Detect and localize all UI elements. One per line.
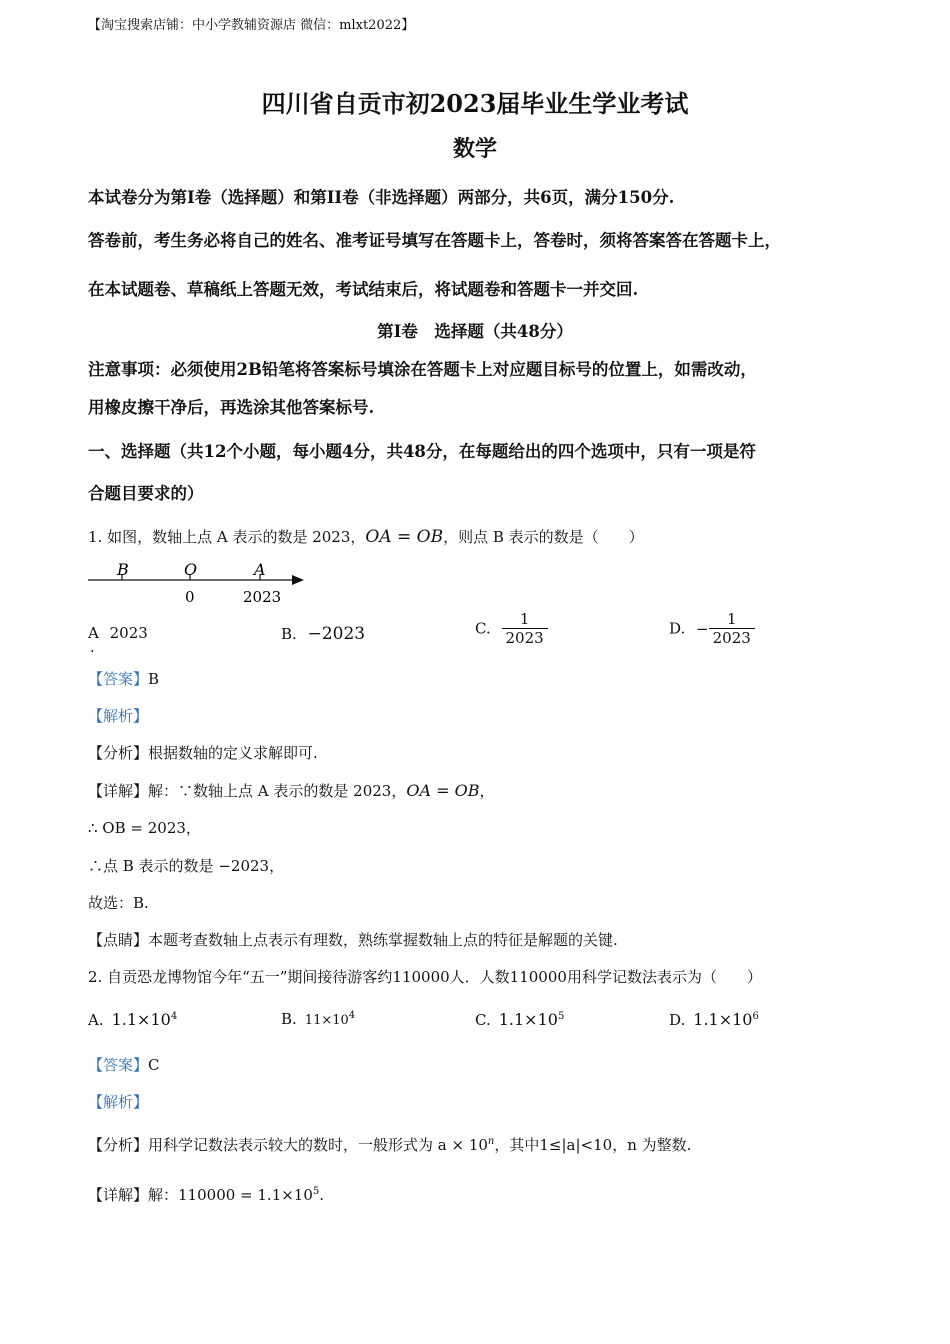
notice-line-1: 注意事项：必须使用2B铅笔将答案标号填涂在答题卡上对应题目标号的位置上，如需改动， (88, 360, 757, 379)
q1-analysis-tag: 【解析】 (88, 707, 149, 725)
q2-option-a: A. $1.1\times 10^4$ (88, 1010, 178, 1029)
value-label-2023: 2023 (243, 588, 282, 606)
point-label-b: B (117, 560, 129, 579)
q2-option-c: C. $1.1\times 10^5$ (475, 1010, 565, 1029)
q1-step-2: ∴点 B 表示的数是 −2023， (88, 857, 285, 875)
q1-answer: 【答案】B (88, 670, 160, 688)
point-label-o: O (184, 560, 198, 579)
q1-option-a-dot: . (90, 638, 95, 656)
intro-line-2: 答卷前，考生务必将自己的姓名、准考证号填写在答题卡上，答卷时，须将答案答在答题卡上， (88, 231, 781, 250)
number-line-figure (86, 558, 316, 608)
q2-xiangjie: 【详解】解：$110000 = 1.1\times 10^5$. (88, 1186, 325, 1204)
fraction-d: $\frac{1}{2023}$ (709, 610, 755, 647)
q1-option-d: D. − $\frac{1}{2023}$ (669, 610, 755, 647)
q2-option-d: D. $1.1\times 10^6$ (669, 1010, 759, 1029)
part1-line-2: 合题目要求的） (88, 484, 204, 503)
section-heading: 第I卷 选择题（共48分） (377, 322, 573, 341)
point-label-a: A (254, 560, 266, 579)
fraction-c: $\frac{1}{2023}$ (502, 610, 548, 647)
intro-line-3: 在本试题卷、草稿纸上答题无效，考试结束后，将试题卷和答题卡一并交回. (88, 280, 639, 299)
part1-line-1: 一、选择题（共12个小题，每小题4分，共48分，在每题给出的四个选项中，只有一项是符 (88, 442, 756, 461)
q2-answer: 【答案】C (88, 1056, 160, 1074)
q2-option-b: B. $11\times 10^4$ (281, 1010, 356, 1028)
exam-title: 四川省自贡市初2023届毕业生学业考试 (261, 89, 689, 118)
q1-fenxi: 【分析】根据数轴的定义求解即可. (88, 744, 318, 762)
q1-option-c: C. $\frac{1}{2023}$ (475, 610, 548, 647)
q1-option-b: B. −2023 (281, 624, 366, 644)
intro-line-1: 本试卷分为第I卷（选择题）和第II卷（非选择题）两部分，共6页，满分150分. (88, 188, 675, 207)
q1-dianjing: 【点睛】本题考查数轴上点表示有理数，熟练掌握数轴上点的特征是解题的关键. (88, 931, 618, 949)
q2-stem: 2. 自贡恐龙博物馆今年“五一”期间接待游客约110000人．人数110000用科学记数法表示为（ ） (88, 968, 762, 986)
number-line-arrow (292, 575, 304, 585)
value-label-0: 0 (185, 588, 195, 606)
subject-title: 数学 (452, 136, 497, 162)
q2-fenxi: 【分析】用科学记数法表示较大的数时，一般形式为 $a \times 10^n$，其中1≤|a|<10，n 为整数. (88, 1136, 692, 1154)
notice-line-2: 用橡皮擦干净后，再选涂其他答案标号. (88, 398, 375, 417)
q2-analysis-tag: 【解析】 (88, 1093, 149, 1111)
page-header-note: 【淘宝搜索店铺：中小学教辅资源店 微信：mlxt2022】 (88, 18, 415, 33)
q1-step-1: ∴ OB = 2023， (88, 819, 201, 837)
q1-xiangjie: 【详解】解：∵数轴上点 A 表示的数是 2023，OA = OB， (88, 781, 495, 800)
q1-choose: 故选：B. (88, 894, 149, 912)
q1-option-a: A 2023 (88, 624, 148, 642)
q1-stem: 1. 如图，数轴上点 A 表示的数是 2023，OA = OB，则点 B 表示的数是（ ） (88, 527, 644, 547)
